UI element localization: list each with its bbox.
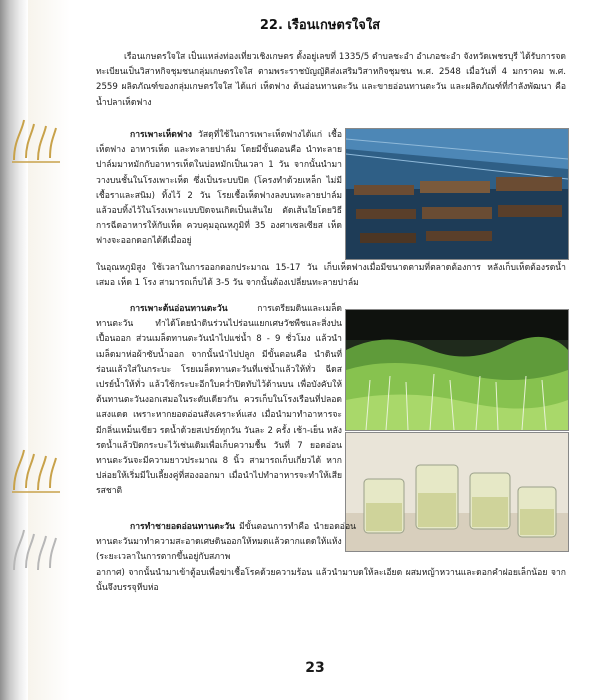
mushroom-text: วัสดุที่ใช้ในการเพาะเห็ดฟางได้แก่ เชื้อเห็ดฟาง อาหารเห็ด และทะลายปาล์ม โดยมีขั้นตอนคือ นำทะลายปาล์มมาหมักกับอาหารเห็ดในบ่อหมักเป็นเวลา 1 วัน จากนั้นนำมาวางบนชั้นในโรงเพาะเห็ด ซึ่งเป็นระบบปิด (โครงทำด้วยเหล็ก ไม่มีเชื้อราและสนิม) ทิ้งไว้ 2 วัน โรยเชื้อเห็ดฟางลงบนทะลายปาล์ม แล้วอบทิ้งไว้ในโรงเพาะแบบปิดจนเกิดเป็นเส้นใย ตัดเส้นใยโดยวิธีการฉีดอาหารให้กับเห็ด ควบคุมอุณหภูมิที่ 35 องศาเซลเซียส เห็ดฟางจะออกดอกได้ดีเมื่ออยู่ (96, 130, 343, 247)
sprout-text: การเตรียมดินและเมล็ดทานตะวัน ทำได้โดยนำดินร่วนไปร่อนแยกเศษวัชพืชและสิ่งปนเปื้อนออก ส่วนเมล็ดทานตะวันนำไปแช่น้ำ 8 - 9 ชั่วโมง แล้วนำเมล็ดมาห่อผ้าซับน้ำออก จากนั้นนำไปปลูก มีขั้นตอนคือ นำดินที่ร่อนแล้วใส่ในกระบะ โรยเมล็ดทานตะวันที่แช่น้ำแล้วให้ทั่ว ฉีดสเปรย์น้ำให้ทั่ว แล้วใช้กระบะอีกใบคว่ำปิดทับไว้ด้านบน เพื่อบังคับให้ต้นทานตะวันงอกเสมอในระดับเดียวกัน ควรเก็บในโรงเรือนที่ปลอดแสงแดด เพราะหากยอดอ่อนสังเคราะห์แสง เมื่อนำมาทำอาหารจะมีกลิ่นเหม็นเขียว รดน้ำด้วยสเปรย์ทุกวัน วันละ 2 ครั้ง เช้า-เย็น หลังรดน้ำแล้วปิดกระบะไว้เช่นเดิมเพื่อเก็บความชื้น วันที่ 7 ยอดอ่อนทานตะวันจะมีความยาวประมาณ 8 นิ้ว สามารถเก็บเกี่ยวได้ หากปล่อยให้เริ่มมีใบเลี้ยงคู่ที่สองออกมา เมื่อนำไปทำอาหารจะทำให้เสียรสชาติ (96, 304, 342, 497)
intro-paragraph: เรือนเกษตรใจใส เป็นแหล่งท่องเที่ยวเชิงเกษตร ตั้งอยู่เลขที่ 1335/5 ตำบลชะอำ อำเภอชะอำ จังหวัดเพชรบุรี ได้รับการจดทะเบียนเป็นวิสาหกิจชุมชนกลุ่มเกษตรใจใส ตามพระราชบัญญัติส่งเสริมวิสาหกิจชุมชน พ.ศ. 2548 เมื่อวันที่ 4 มกราคม พ.ศ. 2559 ผลิตภัณฑ์ของกลุ่มเกษตรใจใส ได้แก่ เห็ดฟาง ต้นอ่อนทานตะวัน และขายอ่อนทานตะวัน และผลิตภัณฑ์ที่กำลังพัฒนา คือ น้ำปลาเห็ดฟาง (96, 52, 566, 108)
tea-text: มีขั้นตอนการทำคือ นำยอดอ่อนทานตะวันมาทำความสะอาดเศษดินออกให้หมดแล้วตากแดดให้แห้ง (ระยะเวลาในการตากขึ้นอยู่กับสภาพ (96, 522, 356, 563)
sprout-heading: การเพาะต้นอ่อนทานตะวัน (130, 304, 228, 314)
page-number: 23 (305, 660, 325, 676)
sunflower-tea-glasses-photo (345, 432, 569, 552)
margin-ornament-top (4, 100, 64, 170)
mushroom-greenhouse-photo (345, 128, 569, 260)
margin-ornament-lower (4, 510, 64, 580)
sprout-paragraph (96, 302, 342, 500)
tea-heading: การทำชายอดอ่อนทานตะวัน (130, 522, 236, 532)
margin-ornament-bottom (4, 430, 64, 500)
mushroom-heading: การเพาะเห็ดฟาง (130, 130, 192, 140)
tea-text-continued: อากาศ) จากนั้นนำมาเข้าตู้อบเพื่อฆ่าเชื้อโรคด้วยความร้อน แล้วนำมาบดให้ละเอียด ผสมหญ้าหวานและดอกคำฝอยเล็กน้อย จากนั้นจึงบรรจุหีบห่อ (96, 568, 566, 594)
mushroom-text-continued: ในอุณหภูมิสูง ใช้เวลาในการออกดอกประมาณ 15-17 วัน เก็บเห็ดฟางเมื่อมีขนาดตามที่ตลาดต้องการ หลังเก็บเห็ดต้องรดน้ำเสมอ เห็ด 1 โรง สามารถเก็บได้ 3-5 วัน จากนั้นต้องเปลี่ยนทะลายปาล์ม (96, 263, 566, 289)
tea-paragraph (96, 520, 356, 566)
sunflower-sprouts-photo (345, 309, 569, 431)
page-title: 22. เรือนเกษตรใจใส (259, 18, 381, 33)
mushroom-paragraph (96, 128, 342, 250)
